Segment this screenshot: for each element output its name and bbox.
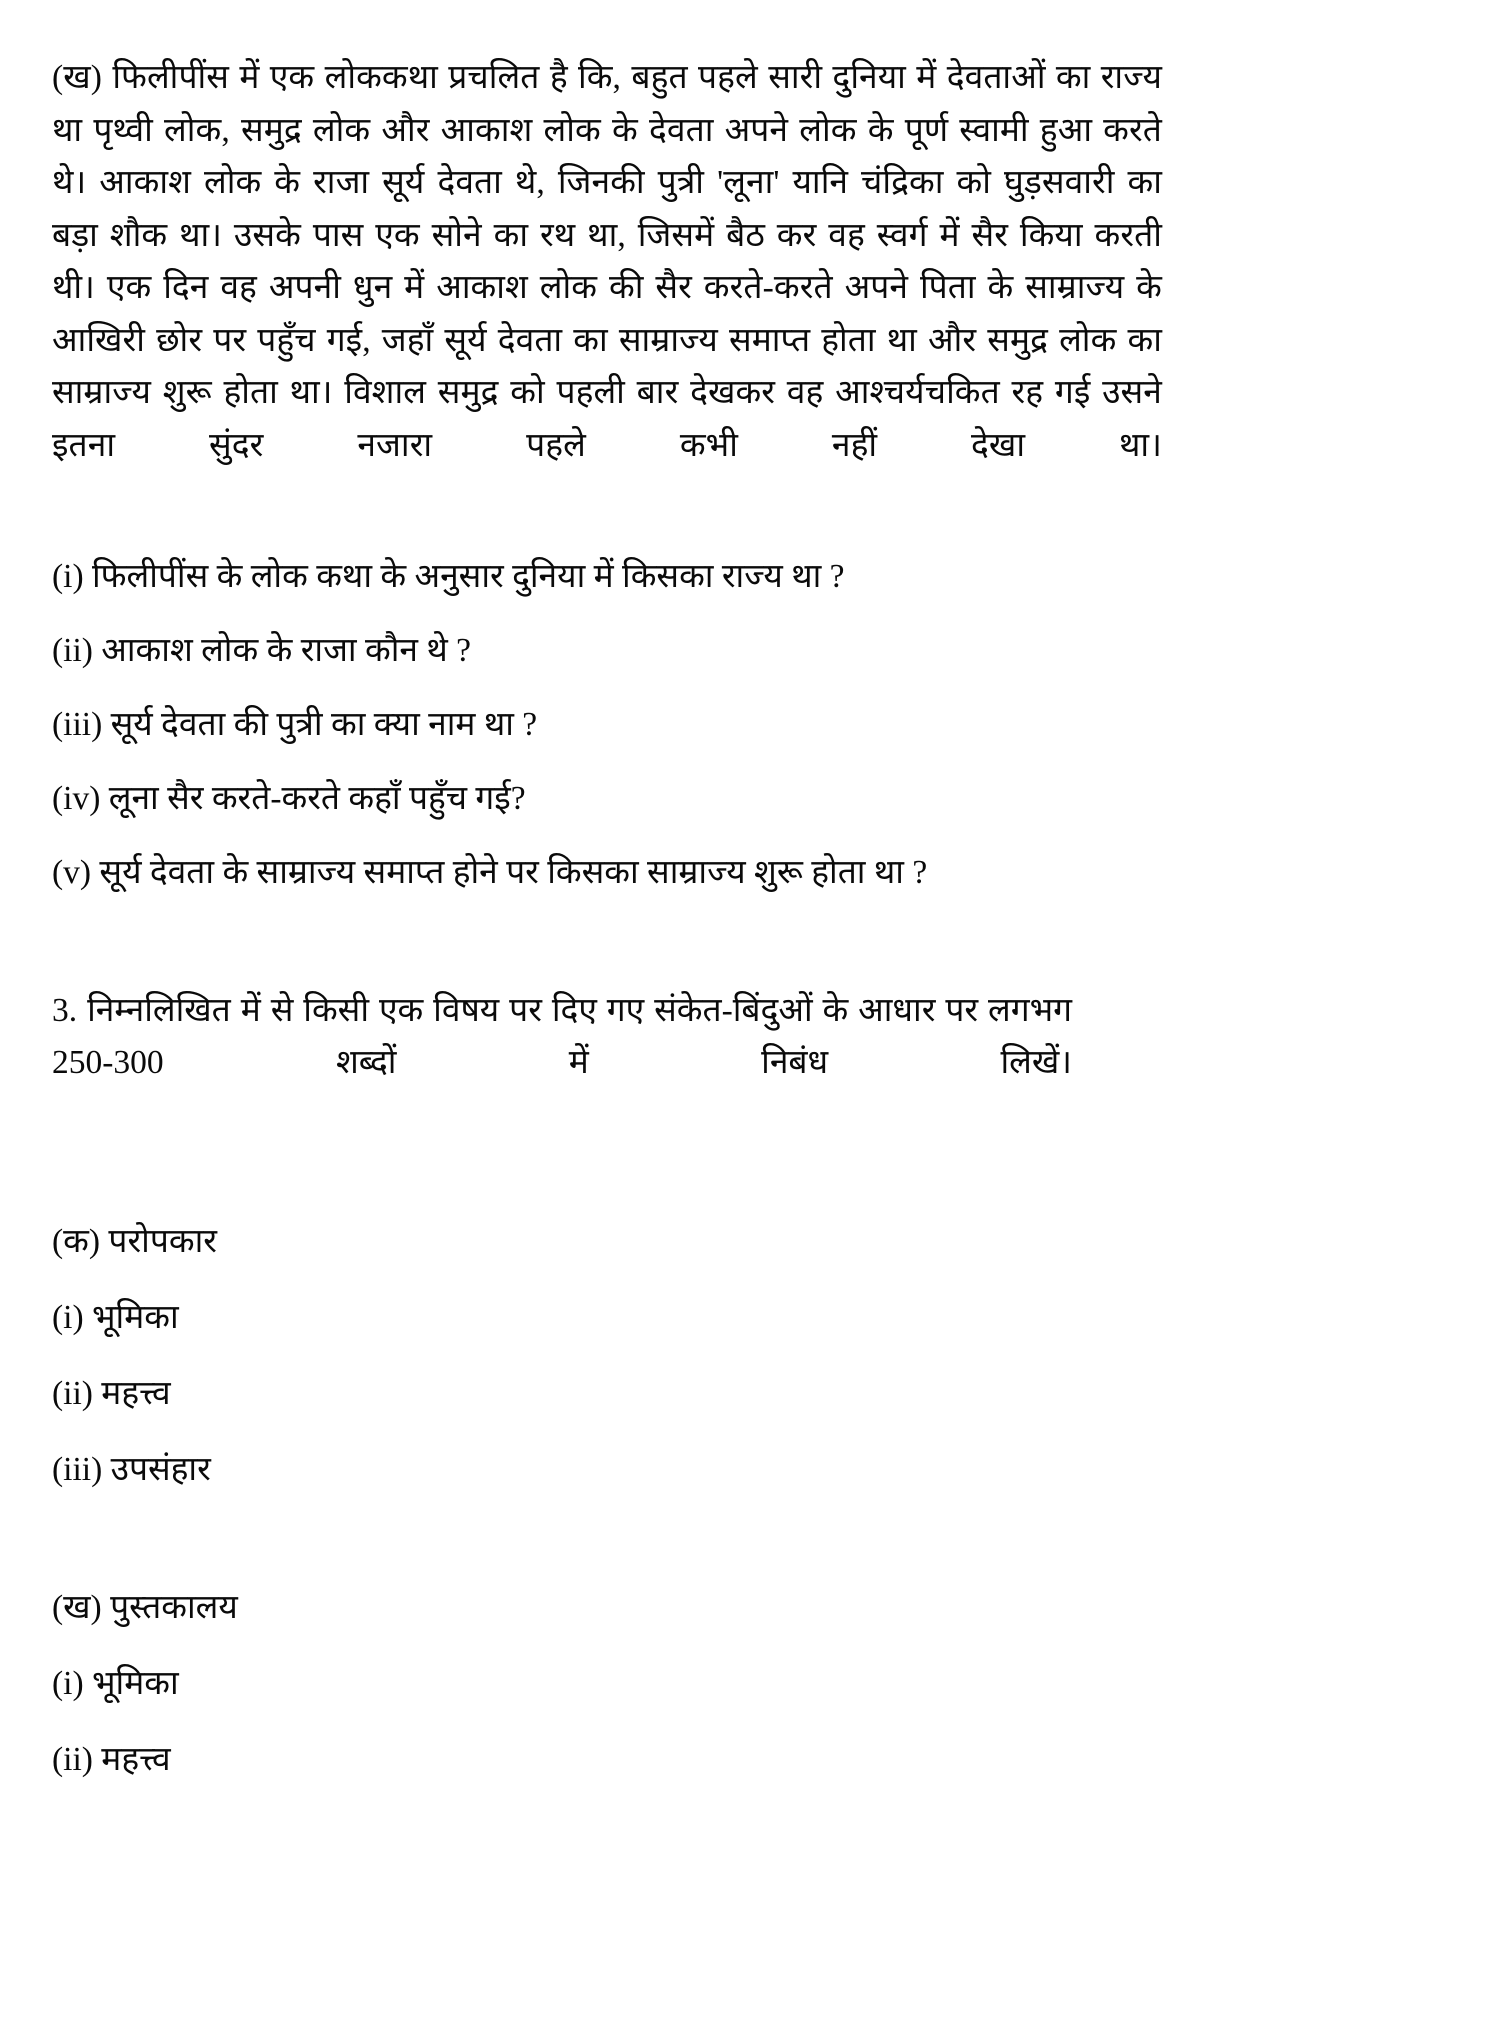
essay-topic-point: (i) भूमिका bbox=[52, 1299, 179, 1336]
comprehension-question-item: (ii) आकाश लोक के राजा कौन थे ? bbox=[52, 631, 472, 669]
document-body bbox=[52, 52, 1162, 1786]
reading-passage: (ख) फिलीपींस में एक लोककथा प्रचलित है कि, बहुत पहले सारी दुनिया में देवताओं का राज्य था पृथ्वी लोक, समुद्र लोक और आकाश लोक के देवता अपने लोक के पूर्ण स्वामी हुआ करते थे। आकाश लोक के राजा सूर्य देवता थे, जिनकी पुत्री 'लूना' यानि चंद्रिका को घुड़सवारी का बड़ा शौक था। उसके पास एक सोने का रथ था, जिसमें बैठ कर वह स्वर्ग में सैर किया करती थी। एक दिन वह अपनी धुन में आकाश लोक की सैर करते-करते अपने पिता के साम्राज्य के आखिरी छोर पर पहुँच गई, जहाँ सूर्य देवता का साम्राज्य समाप्त होता था और समुद्र लोक का साम्राज्य शुरू होता था। विशाल समुद्र को पहली बार देखकर वह आश्चर्यचकित रह गई उसने इतना सुंदर नजारा पहले कभी नहीं देखा था। bbox=[52, 59, 1162, 464]
comprehension-question-item: (iv) लूना सैर करते-करते कहाँ पहुँच गई? bbox=[52, 779, 526, 817]
comprehension-question-item: (v) सूर्य देवता के साम्राज्य समाप्त होने पर किसका साम्राज्य शुरू होता था ? bbox=[52, 853, 928, 891]
essay-topic-block bbox=[52, 1216, 1162, 1496]
essay-topic-point: (ii) महत्त्व bbox=[52, 1375, 171, 1412]
essay-instruction: 3. निम्नलिखित में से किसी एक विषय पर दिए गए संकेत-बिंदुओं के आधार पर लगभग 250-300 शब्दों में निबंध लिखें। bbox=[52, 991, 1072, 1081]
comprehension-question-item: (iii) सूर्य देवता की पुत्री का क्या नाम था ? bbox=[52, 705, 538, 743]
essay-topic-points bbox=[52, 1658, 1162, 1786]
essay-topic-point: (i) भूमिका bbox=[52, 1665, 179, 1702]
comprehension-question-list bbox=[52, 551, 1162, 899]
essay-topic-points bbox=[52, 1292, 1162, 1496]
essay-topic-point: (ii) महत्त्व bbox=[52, 1741, 171, 1778]
essay-topic-title: (ख) पुस्तकालय bbox=[52, 1589, 238, 1626]
essay-topic-title: (क) परोपकार bbox=[52, 1223, 217, 1260]
essay-topic-point: (iii) उपसंहार bbox=[52, 1451, 211, 1488]
essay-topic-block bbox=[52, 1582, 1162, 1786]
comprehension-question-item: (i) फिलीपींस के लोक कथा के अनुसार दुनिया में किसका राज्य था ? bbox=[52, 557, 845, 595]
